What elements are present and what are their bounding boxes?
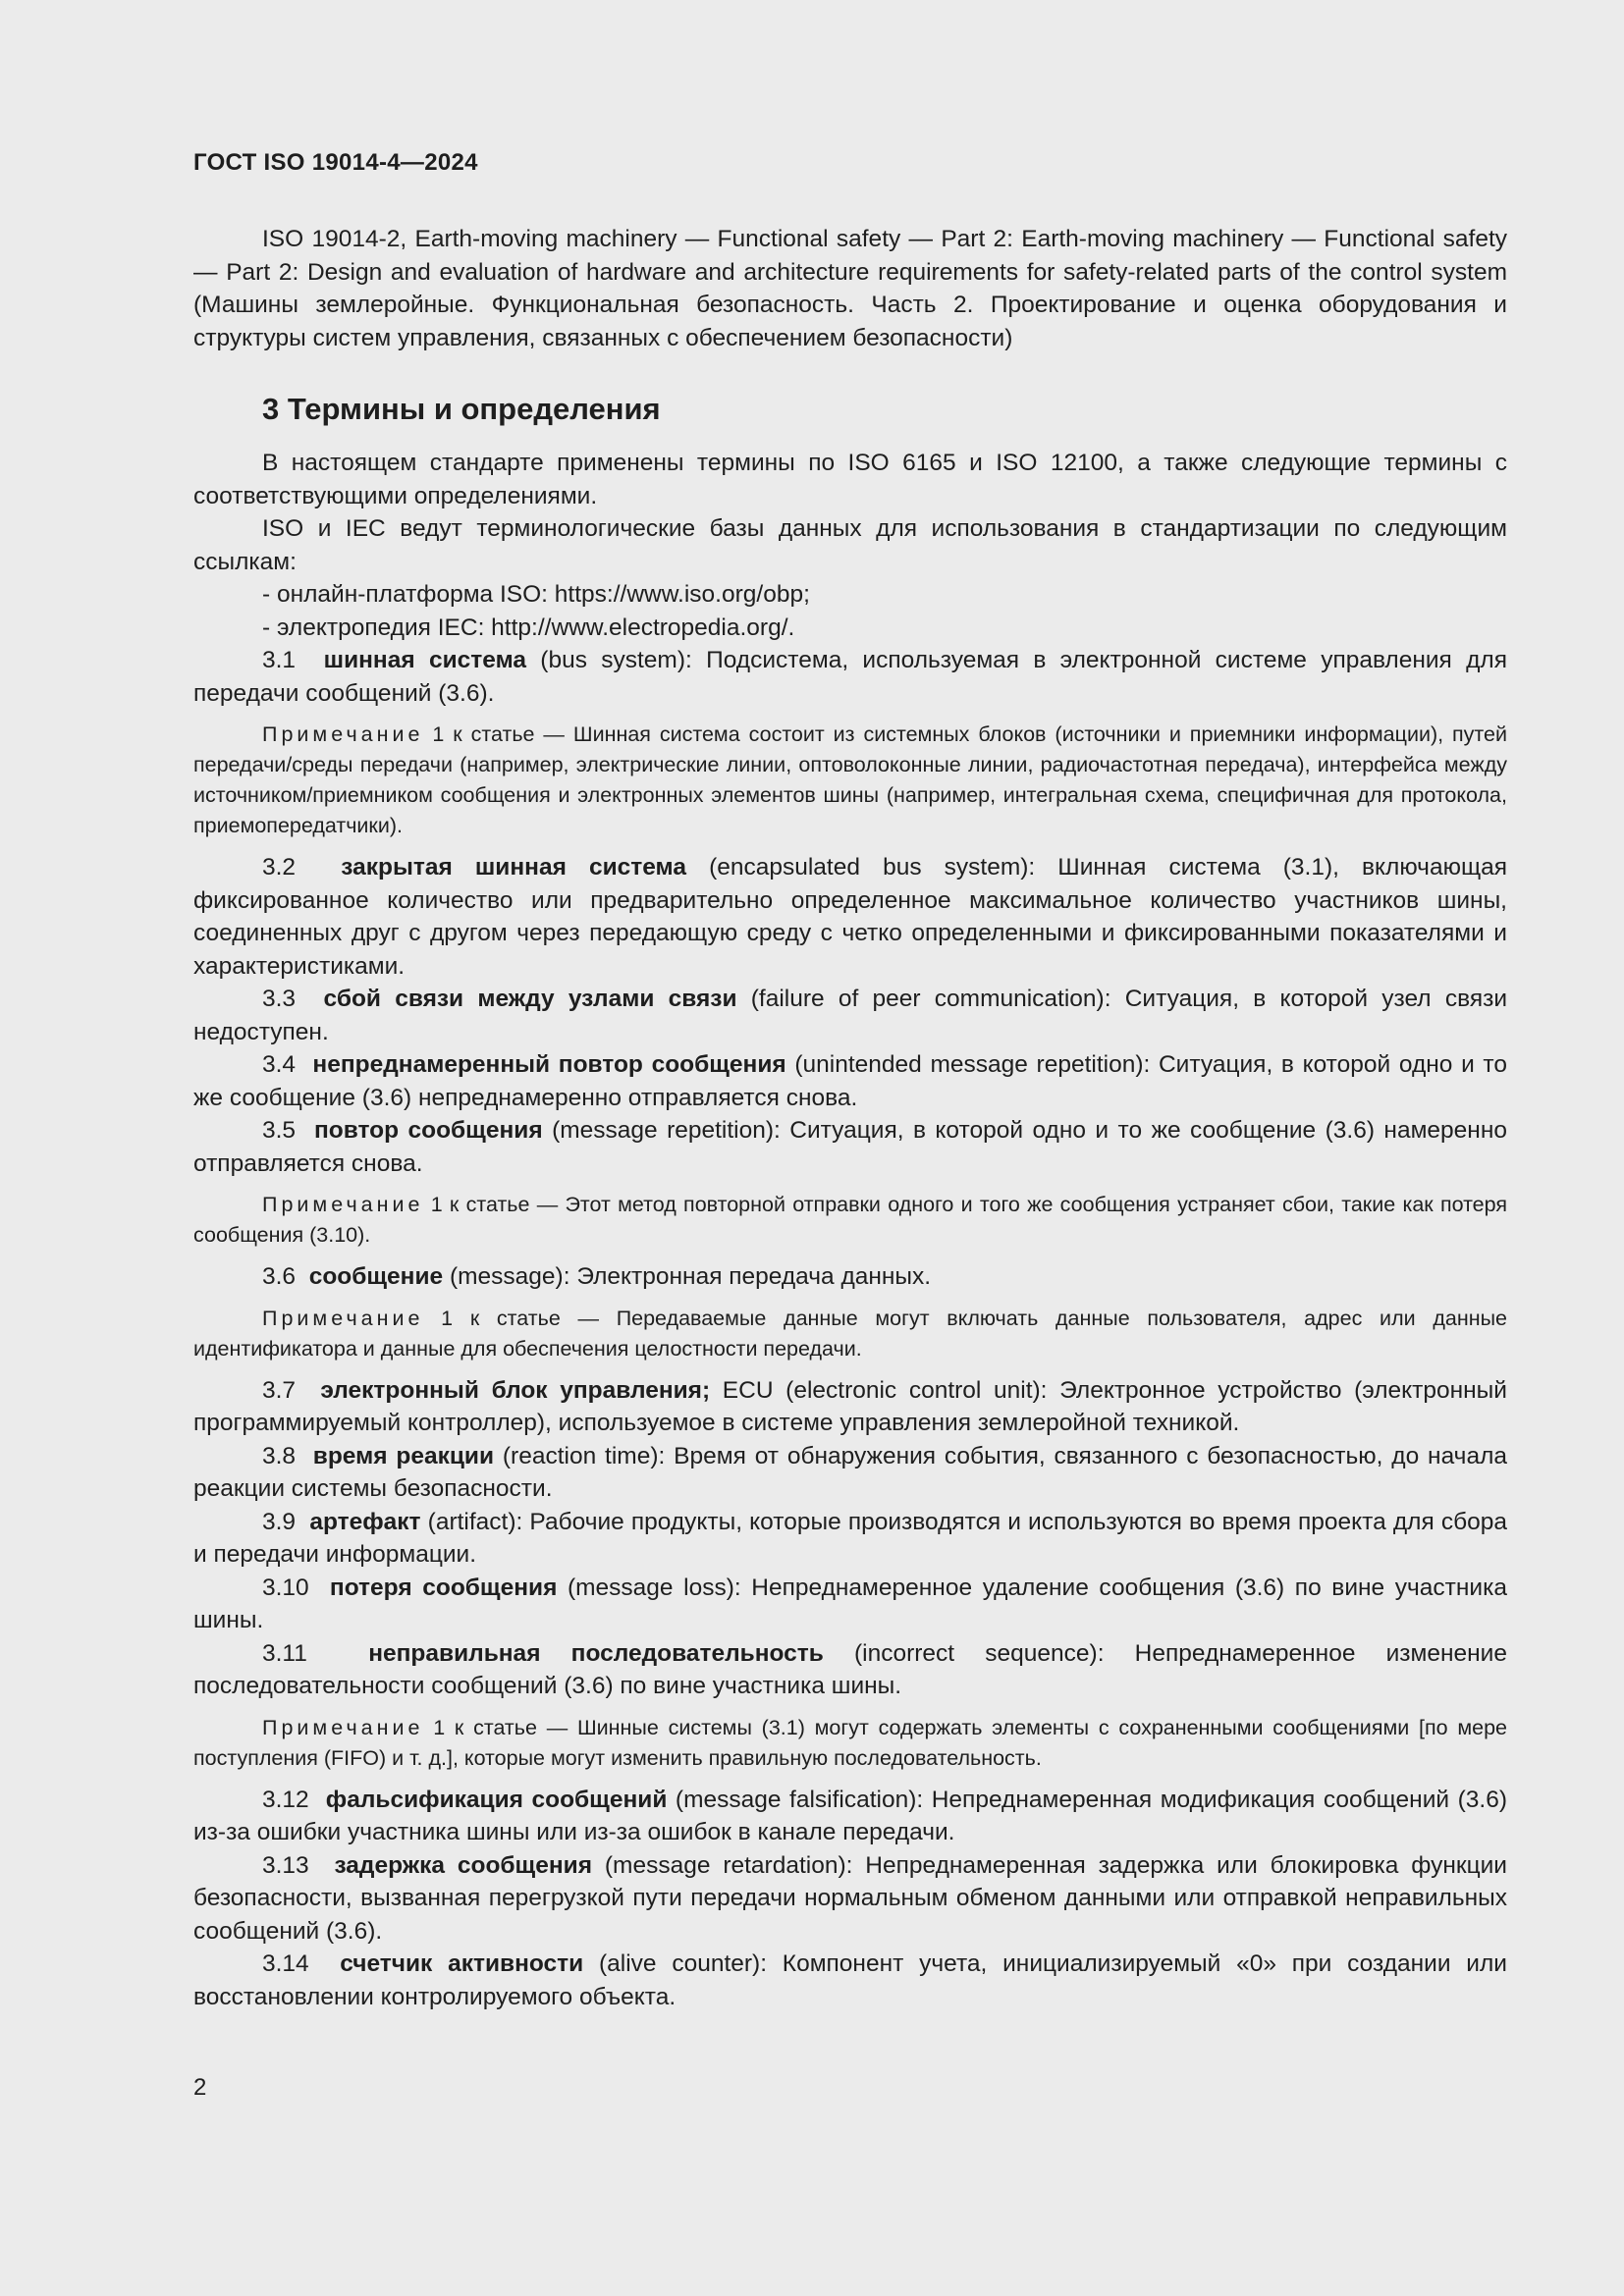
term-entry <box>193 1948 1507 2013</box>
term-entry <box>193 983 1507 1048</box>
term-entry <box>193 644 1507 710</box>
term-entry <box>193 1572 1507 1637</box>
term-name: непреднамеренный повтор сообщения <box>312 1051 786 1078</box>
iso-link-item: - онлайн-платформа ISO: https://www.iso.org/obp; <box>262 581 810 608</box>
term-definition: (bus system): Подсистема, используемая в электронной системе управления для передачи сообщений (3.6). <box>193 647 1507 707</box>
terms-list <box>193 644 1507 2013</box>
term-name: неправильная последовательность <box>368 1639 824 1667</box>
term-entry <box>193 851 1507 983</box>
term-definition: (failure of peer communication): Ситуация, в которой узел связи недоступен. <box>193 986 1508 1045</box>
term-entry <box>193 1506 1507 1572</box>
section-title: 3 Термины и определения <box>262 392 661 426</box>
term-entry <box>193 1374 1507 1440</box>
term-name: потеря сообщения <box>329 1574 558 1601</box>
term-name: закрытая шинная система <box>341 854 686 881</box>
note-text: 1 к статье — Передаваемые данные могут включать данные пользователя, адрес или данные идентификатора и данные для обеспечения целостности передачи. <box>193 1306 1507 1361</box>
section-intro-paragraph: В настоящем стандарте применены термины по ISO 6165 и ISO 12100, а также следующие термины с соответствующими определениями. <box>193 450 1507 509</box>
term-name: шинная система <box>323 647 526 673</box>
term-number: 3.10 <box>262 1574 309 1601</box>
term-definition: (reaction time): Время от обнаружения события, связанного с безопасностью, до начала реакции системы безопасности. <box>193 1442 1507 1502</box>
term-note <box>193 720 1507 841</box>
term-number: 3.4 <box>262 1051 297 1078</box>
term-definition: ECU (electronic control unit): Электронное устройство (электронный программируемый контроллер), используемое в системе управления землеройной техникой. <box>193 1376 1507 1436</box>
term-note <box>193 1713 1507 1774</box>
term-definition: (message loss): Непреднамеренное удаление сообщения (3.6) по вине участника шины. <box>193 1574 1507 1633</box>
term-number: 3.3 <box>262 986 297 1012</box>
term-definition: (alive counter): Компонент учета, инициализируемый «0» при создании или восстановлении контролируемого объекта. <box>193 1950 1507 2010</box>
term-name: сообщение <box>308 1263 444 1290</box>
term-definition: (message repetition): Ситуация, в которой одно и то же сообщение (3.6) намеренно отправляется снова. <box>193 1117 1507 1177</box>
term-number: 3.7 <box>262 1376 297 1404</box>
note-label: Примечание <box>262 1306 424 1330</box>
terminology-db-paragraph: ISO и IEC ведут терминологические базы данных для использования в стандартизации по следующим ссылкам: <box>193 515 1507 575</box>
term-number: 3.2 <box>262 854 297 881</box>
term-note <box>193 1304 1507 1364</box>
note-text: 1 к статье — Шинная система состоит из системных блоков (источники и приемники информации), путей передачи/среды передачи (например, электрические линии, оптоволоконные линии, радиочастотная передача), интерфейса между источником/приемником сообщения и электронных элементов шины (например, интегральная схема, специфичная для протокола, приемопередатчики). <box>193 722 1507 837</box>
page-number: 2 <box>193 2074 207 2101</box>
term-number: 3.14 <box>262 1950 309 1977</box>
term-name: артефакт <box>309 1508 421 1535</box>
term-entry <box>193 1114 1507 1180</box>
term-entry <box>193 1849 1507 1949</box>
term-definition: (artifact): Рабочие продукты, которые производятся и используются во время проекта для сбора и передачи информации. <box>193 1508 1507 1568</box>
term-definition: (message): Электронная передача данных. <box>443 1263 932 1290</box>
term-entry <box>193 1637 1507 1703</box>
term-entry <box>193 1784 1507 1849</box>
term-entry <box>193 1048 1507 1114</box>
term-number: 3.12 <box>262 1786 309 1813</box>
page-body <box>193 223 1507 2013</box>
term-name: время реакции <box>312 1442 495 1469</box>
intro-reference: ISO 19014-2, Earth-moving machinery — Functional safety — Part 2: Earth-moving machinery — Functional safety — Part 2: Design and evaluation of hardware and architecture requirements for safety-related parts of the control system (Машины землеройные. Функциональная безопасность. Часть 2. Проектирование и оценка оборудования и структуры систем управления, связанных с обеспечением безопасности) <box>193 226 1507 351</box>
note-label: Примечание <box>262 722 424 746</box>
term-number: 3.6 <box>262 1263 297 1290</box>
term-definition: (unintended message repetition): Ситуация, в которой одно и то же сообщение (3.6) непреднамеренно отправляется снова. <box>193 1051 1507 1111</box>
note-label: Примечание <box>262 1193 424 1216</box>
note-text: 1 к статье — Шинные системы (3.1) могут содержать элементы с сохраненными сообщениями [по мере поступления (FIFO) и т. д.], которые могут изменить правильную последовательность. <box>193 1715 1507 1770</box>
term-name: фальсификация сообщений <box>325 1786 668 1813</box>
term-entry <box>193 1260 1507 1294</box>
term-number: 3.13 <box>262 1851 309 1879</box>
term-name: сбой связи между узлами связи <box>323 986 737 1012</box>
term-definition: (encapsulated bus system): Шинная система (3.1), включающая фиксированное количество или предварительно определенное максимальное количество участников шины, соединенных друг с другом через передающую среду с четко определенными и фиксированными показателями и характеристиками. <box>193 854 1507 980</box>
term-number: 3.9 <box>262 1508 297 1535</box>
note-text: 1 к статье — Этот метод повторной отправки одного и того же сообщения устраняет сбои, такие как потеря сообщения (3.10). <box>193 1193 1507 1247</box>
term-number: 3.1 <box>262 647 297 673</box>
term-entry <box>193 1440 1507 1506</box>
term-name: счетчик активности <box>340 1950 584 1977</box>
term-definition: (message falsification): Непреднамеренная модификация сообщений (3.6) из-за ошибки участника шины или из-за ошибок в канале передачи. <box>193 1786 1507 1845</box>
document-header: ГОСТ ISO 19014-4—2024 <box>193 149 478 176</box>
term-definition: (message retardation): Непреднамеренная задержка или блокировка функции безопасности, вызванная перегрузкой пути передачи нормальным обменом данными или отправкой неправильных сообщений (3.6). <box>193 1851 1507 1945</box>
term-name: электронный блок управления; <box>320 1376 711 1404</box>
term-name: повтор сообщения <box>313 1117 543 1144</box>
term-name: задержка сообщения <box>334 1851 593 1879</box>
note-label: Примечание <box>262 1715 424 1739</box>
term-number: 3.11 <box>262 1639 307 1667</box>
term-note <box>193 1190 1507 1251</box>
term-number: 3.5 <box>262 1117 297 1144</box>
term-definition: (incorrect sequence): Непреднамеренное изменение последовательности сообщений (3.6) по вине участника шины. <box>193 1639 1507 1699</box>
term-number: 3.8 <box>262 1442 297 1469</box>
iec-link-item: - электропедия IEC: http://www.electropedia.org/. <box>262 614 795 641</box>
